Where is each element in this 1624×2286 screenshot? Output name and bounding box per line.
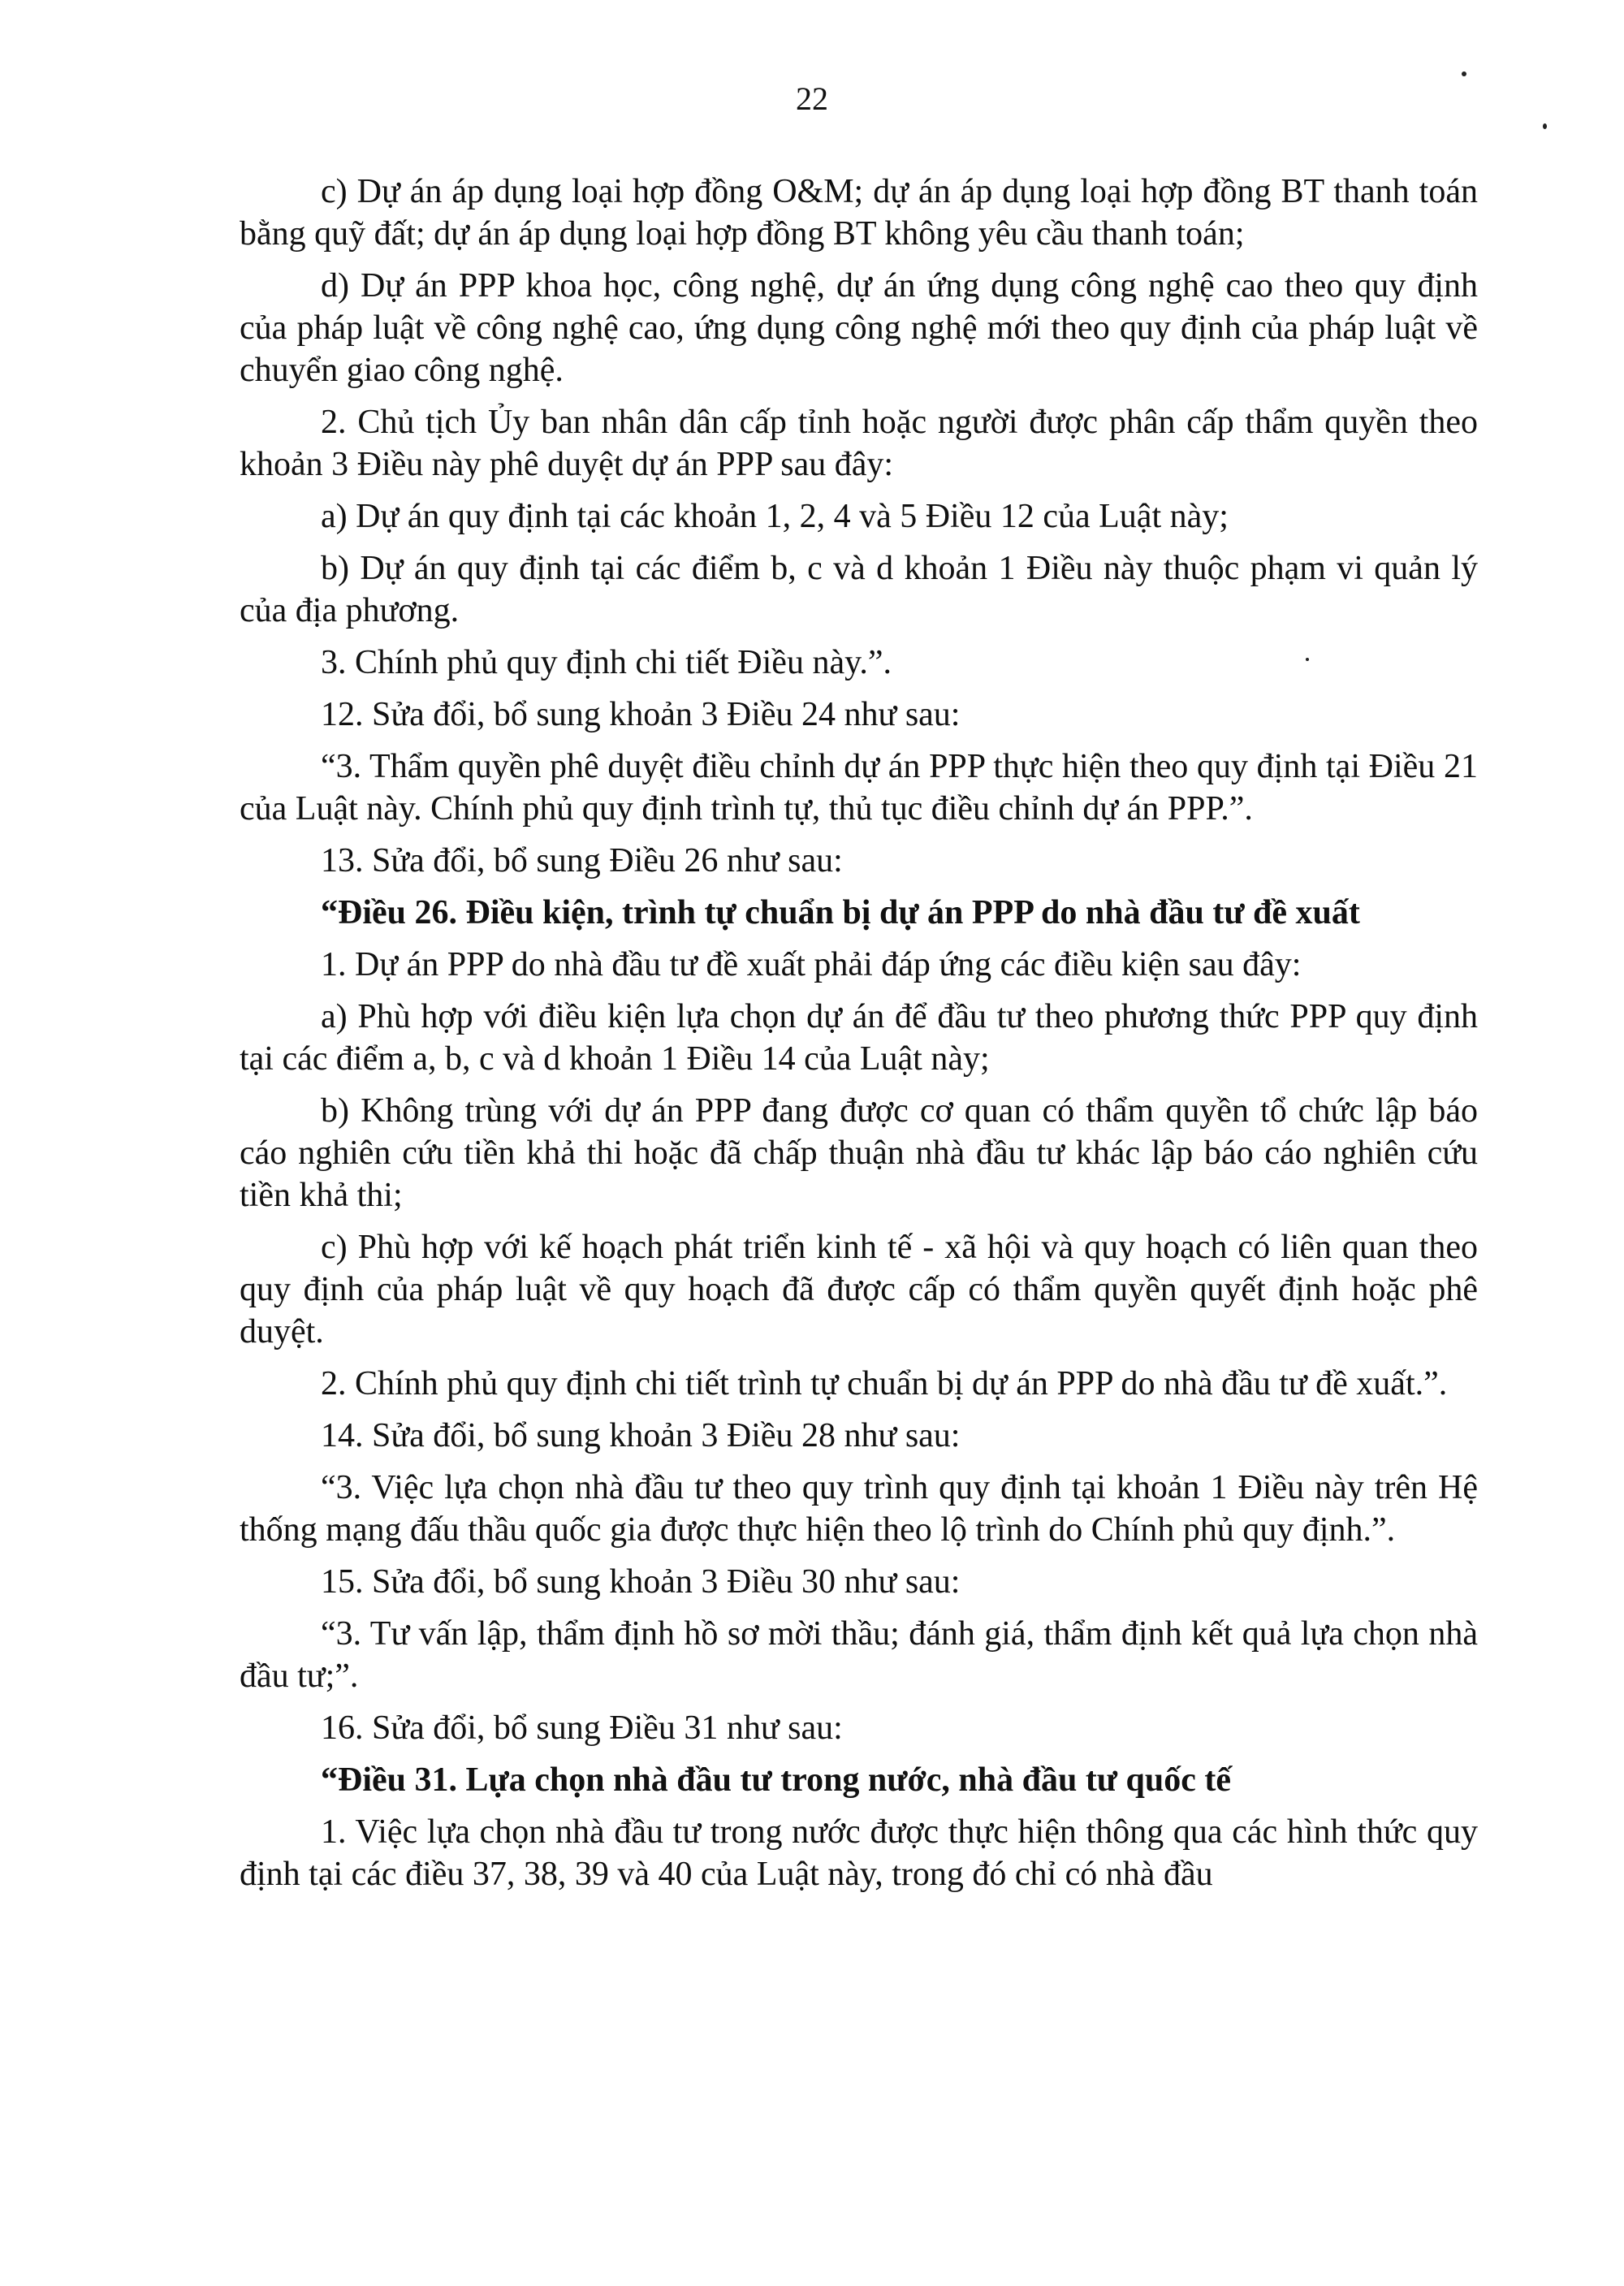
- paragraph: c) Phù hợp với kế hoạch phát triển kinh tế - xã hội và quy hoạch có liên quan theo quy định của pháp luật về quy hoạch đã được cấp có thẩm quyền quyết định hoặc phê duyệt.: [240, 1229, 1478, 1350]
- paragraph: 12. Sửa đổi, bổ sung khoản 3 Điều 24 như sau:: [321, 696, 961, 733]
- page-number: 22: [796, 80, 828, 117]
- paragraph: b) Dự án quy định tại các điểm b, c và d khoản 1 Điều này thuộc phạm vi quản lý của địa phương.: [240, 550, 1478, 629]
- paragraph: 2. Chính phủ quy định chi tiết trình tự chuẩn bị dự án PPP do nhà đầu tư đề xuất.”.: [321, 1365, 1448, 1402]
- paragraph: a) Phù hợp với điều kiện lựa chọn dự án để đầu tư theo phương thức PPP quy định tại các điểm a, b, c và d khoản 1 Điều 14 của Luật này;: [240, 998, 1478, 1078]
- paragraph: 14. Sửa đổi, bổ sung khoản 3 Điều 28 như sau:: [321, 1417, 961, 1454]
- paragraph: 16. Sửa đổi, bổ sung Điều 31 như sau:: [321, 1709, 843, 1747]
- paragraph: b) Không trùng với dự án PPP đang được cơ quan có thẩm quyền tổ chức lập báo cáo nghiên cứu tiền khả thi hoặc đã chấp thuận nhà đầu tư khác lập báo cáo nghiên cứu tiền khả thi;: [240, 1092, 1478, 1214]
- paragraph: 3. Chính phủ quy định chi tiết Điều này.”.: [321, 644, 892, 681]
- article-heading: “Điều 31. Lựa chọn nhà đầu tư trong nước, nhà đầu tư quốc tế: [321, 1761, 1231, 1799]
- paragraph: 1. Dự án PPP do nhà đầu tư đề xuất phải đáp ứng các điều kiện sau đây:: [321, 946, 1302, 983]
- paragraph: “3. Việc lựa chọn nhà đầu tư theo quy trình quy định tại khoản 1 Điều này trên Hệ thống mạng đấu thầu quốc gia được thực hiện theo lộ trình do Chính phủ quy định.”.: [240, 1469, 1478, 1549]
- paragraph: “3. Thẩm quyền phê duyệt điều chỉnh dự án PPP thực hiện theo quy định tại Điều 21 của Luật này. Chính phủ quy định trình tự, thủ tục điều chỉnh dự án PPP.”.: [240, 748, 1478, 828]
- scan-speck: [1543, 123, 1547, 129]
- paragraph: a) Dự án quy định tại các khoản 1, 2, 4 và 5 Điều 12 của Luật này;: [321, 498, 1229, 535]
- paragraph: c) Dự án áp dụng loại hợp đồng O&M; dự án áp dụng loại hợp đồng BT thanh toán bằng quỹ đất; dự án áp dụng loại hợp đồng BT không yêu cầu thanh toán;: [240, 173, 1478, 253]
- paragraph: d) Dự án PPP khoa học, công nghệ, dự án ứng dụng công nghệ cao theo quy định của pháp luật về công nghệ cao, ứng dụng công nghệ mới theo quy định của pháp luật về chuyển giao công nghệ.: [240, 267, 1478, 389]
- paragraph: 15. Sửa đổi, bổ sung khoản 3 Điều 30 như sau:: [321, 1563, 961, 1601]
- document-body: [240, 171, 1478, 1905]
- article-heading: “Điều 26. Điều kiện, trình tự chuẩn bị dự án PPP do nhà đầu tư đề xuất: [321, 894, 1360, 931]
- scan-speck: [1462, 71, 1466, 76]
- paragraph: “3. Tư vấn lập, thẩm định hồ sơ mời thầu; đánh giá, thẩm định kết quả lựa chọn nhà đầu tư;”.: [240, 1615, 1478, 1695]
- paragraph: 1. Việc lựa chọn nhà đầu tư trong nước được thực hiện thông qua các hình thức quy định tại các điều 37, 38, 39 và 40 của Luật này, trong đó chỉ có nhà đầu: [240, 1813, 1478, 1893]
- paragraph: 2. Chủ tịch Ủy ban nhân dân cấp tỉnh hoặc người được phân cấp thẩm quyền theo khoản 3 Điều này phê duyệt dự án PPP sau đây:: [240, 404, 1478, 483]
- paragraph: 13. Sửa đổi, bổ sung Điều 26 như sau:: [321, 842, 843, 879]
